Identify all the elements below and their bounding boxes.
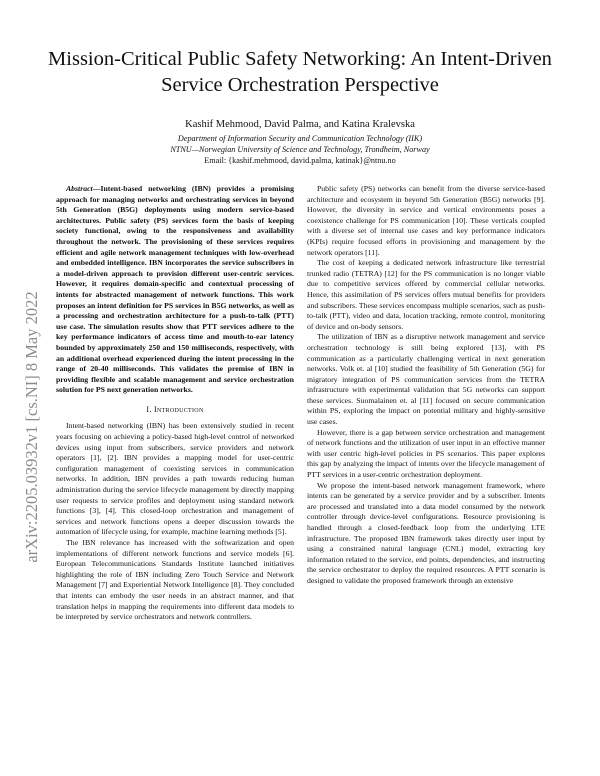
affiliation-department: Department of Information Security and Communication Technology (IIK) (177, 134, 423, 143)
body-paragraph: The utilization of IBN as a disruptive network management and service orchestration technology is still being explored [13], with PS communication as a particularly challenging vertical in next generation networks. Volk et. al [10] studied the feasibility of 5th Generation (5G) for migratory integration of PS communication services from the TETRA infrastructure with experimental validation that 5G networks can support these services. Suomalainen et. al [11] focused on secure communication within PS, exploring the impact on potential military and highly-sensitive use cases. (307, 332, 545, 427)
abstract (56, 184, 294, 396)
section-number: I. (146, 404, 152, 414)
body-paragraph: The cost of keeping a dedicated network infrastructure like terrestrial trunked radio (TETRA) [12] for the PS communication is no longer viable due to competitive services offered by commercial cellular networks. Hence, this assimilation of PS services offers mutual benefits for providers and subscribers. These services encompass multiple scenarios, such as push-to-talk (PTT), video and data, location tracking, remote control, monitoring of device and on-body sensors. (307, 258, 545, 331)
body-paragraph: We propose the intent-based network management framework, where intents can be generated by a service provider and by a subscriber. Intents are processed and translated into a data model consumed by the network controller through device-level configurations. Resource provisioning is handled through a closed-feedback loop from the underlying LTE infrastructure. The proposed IBN framework takes directly user input by using a constrained natural language (CNL) model, extracting key information related to the service, end points, dependencies, and instructing the service orchestrator to deploy the required resources. A PTT scenario is designed to validate the proposed framework through an extensive (307, 480, 545, 585)
body-paragraph: The IBN relevance has increased with the softwarization and open implementations of different network functions and service models [6]. European Telecommunications Standards Institute launched initiatives highlighting the role of IBN including Zero Touch Service and Network Management [7] and Experiential Network Intelligence [8]. They concluded that intents can embody the user needs in an abstract manner, and that translation helps in mapping the requirements into different data models to be interpreted by service orchestrators and network controllers. (56, 538, 294, 622)
author-emails: Email: {kashif.mehmood, david.palma, katinak}@ntnu.no (204, 156, 396, 165)
right-column (307, 184, 545, 587)
abstract-label: Abstract (66, 184, 93, 193)
arxiv-identifier: arXiv:2205.03932v1 [cs.NI] 8 May 2022 (22, 291, 41, 563)
paper-title: Mission-Critical Public Safety Networking: An Intent-Driven Service Orchestration Perspective (48, 48, 552, 96)
body-paragraph: However, there is a gap between service orchestration and management of network functions and the utilization of user input in an effective manner with user centric high-level policies in PS scenarios. This paper explores this gap by analyzing the impact of intents over the lifecycle management of PTT services in a user-centric orchestration deployment. (307, 427, 545, 480)
section-heading-introduction (56, 405, 294, 416)
body-paragraph: Public safety (PS) networks can benefit from the diverse service-based architecture and ecosystem in beyond 5th Generation (B5G) networks [9]. However, the diversity in service and vertical environments poses a coexistence challenge for PS communication [10]. These verticals coupled with a diverse set of internal use cases and key performance indicators (KPIs) require focused efforts in provisioning and management by the network operators [11]. (307, 184, 545, 257)
author-list: Kashif Mehmood, David Palma, and Katina Kralevska (185, 119, 415, 130)
abstract-text: —Intent-based networking (IBN) provides a promising approach for managing networks and orchestrating services in beyond 5th Generation (B5G) deployments using modern service-based architectures. Public safety (PS) services form the basis of keeping society functional, owing to the responsiveness and availability throughout the network. The provisioning of these services requires efficient and agile network management techniques with low-overhead and embedded intelligence. IBN incorporates the service subscribers in a model-driven approach to provision different user-centric services. However, it requires domain-specific and contextual processing of intents for abstracted management of network functions. This work proposes an intent definition for PS services in B5G networks, as well as a processing and orchestration architecture for a push-to-talk (PTT) use case. The simulation results show that PTT services adhere to the key performance indicators of access time and mouth-to-ear latency bounded by approximately 250 and 150 milliseconds, respectively, with an additional overhead experienced during the intent processing in the range of 20-40 milliseconds. This validates the premise of IBN in providing flexible and scalable management and service orchestration solution for PS next generation networks. (56, 184, 294, 395)
body-paragraph: Intent-based networking (IBN) has been extensively studied in recent years focusing on achieving a policy-based high-level control of networked devices using input from subscribers, service providers and network operators [1], [2]. IBN provides a mapping model for user-centric configuration management of coexisting services in communication networks. In addition, IBN provides a path towards reducing human administration during the service lifecycle management by directly mapping user requests to service profiles and deployment using standard network functions [3], [4]. This closed-loop orchestration and management of services and network functions opens a deeper discussion towards the automation of lifecycle using, for example, machine learning methods [5]. (56, 421, 294, 537)
affiliation-block (40, 133, 560, 166)
section-title: Introduction (153, 404, 204, 414)
affiliation-university: NTNU—Norwegian University of Science and Technology, Trondheim, Norway (170, 145, 430, 154)
left-column (56, 184, 294, 623)
